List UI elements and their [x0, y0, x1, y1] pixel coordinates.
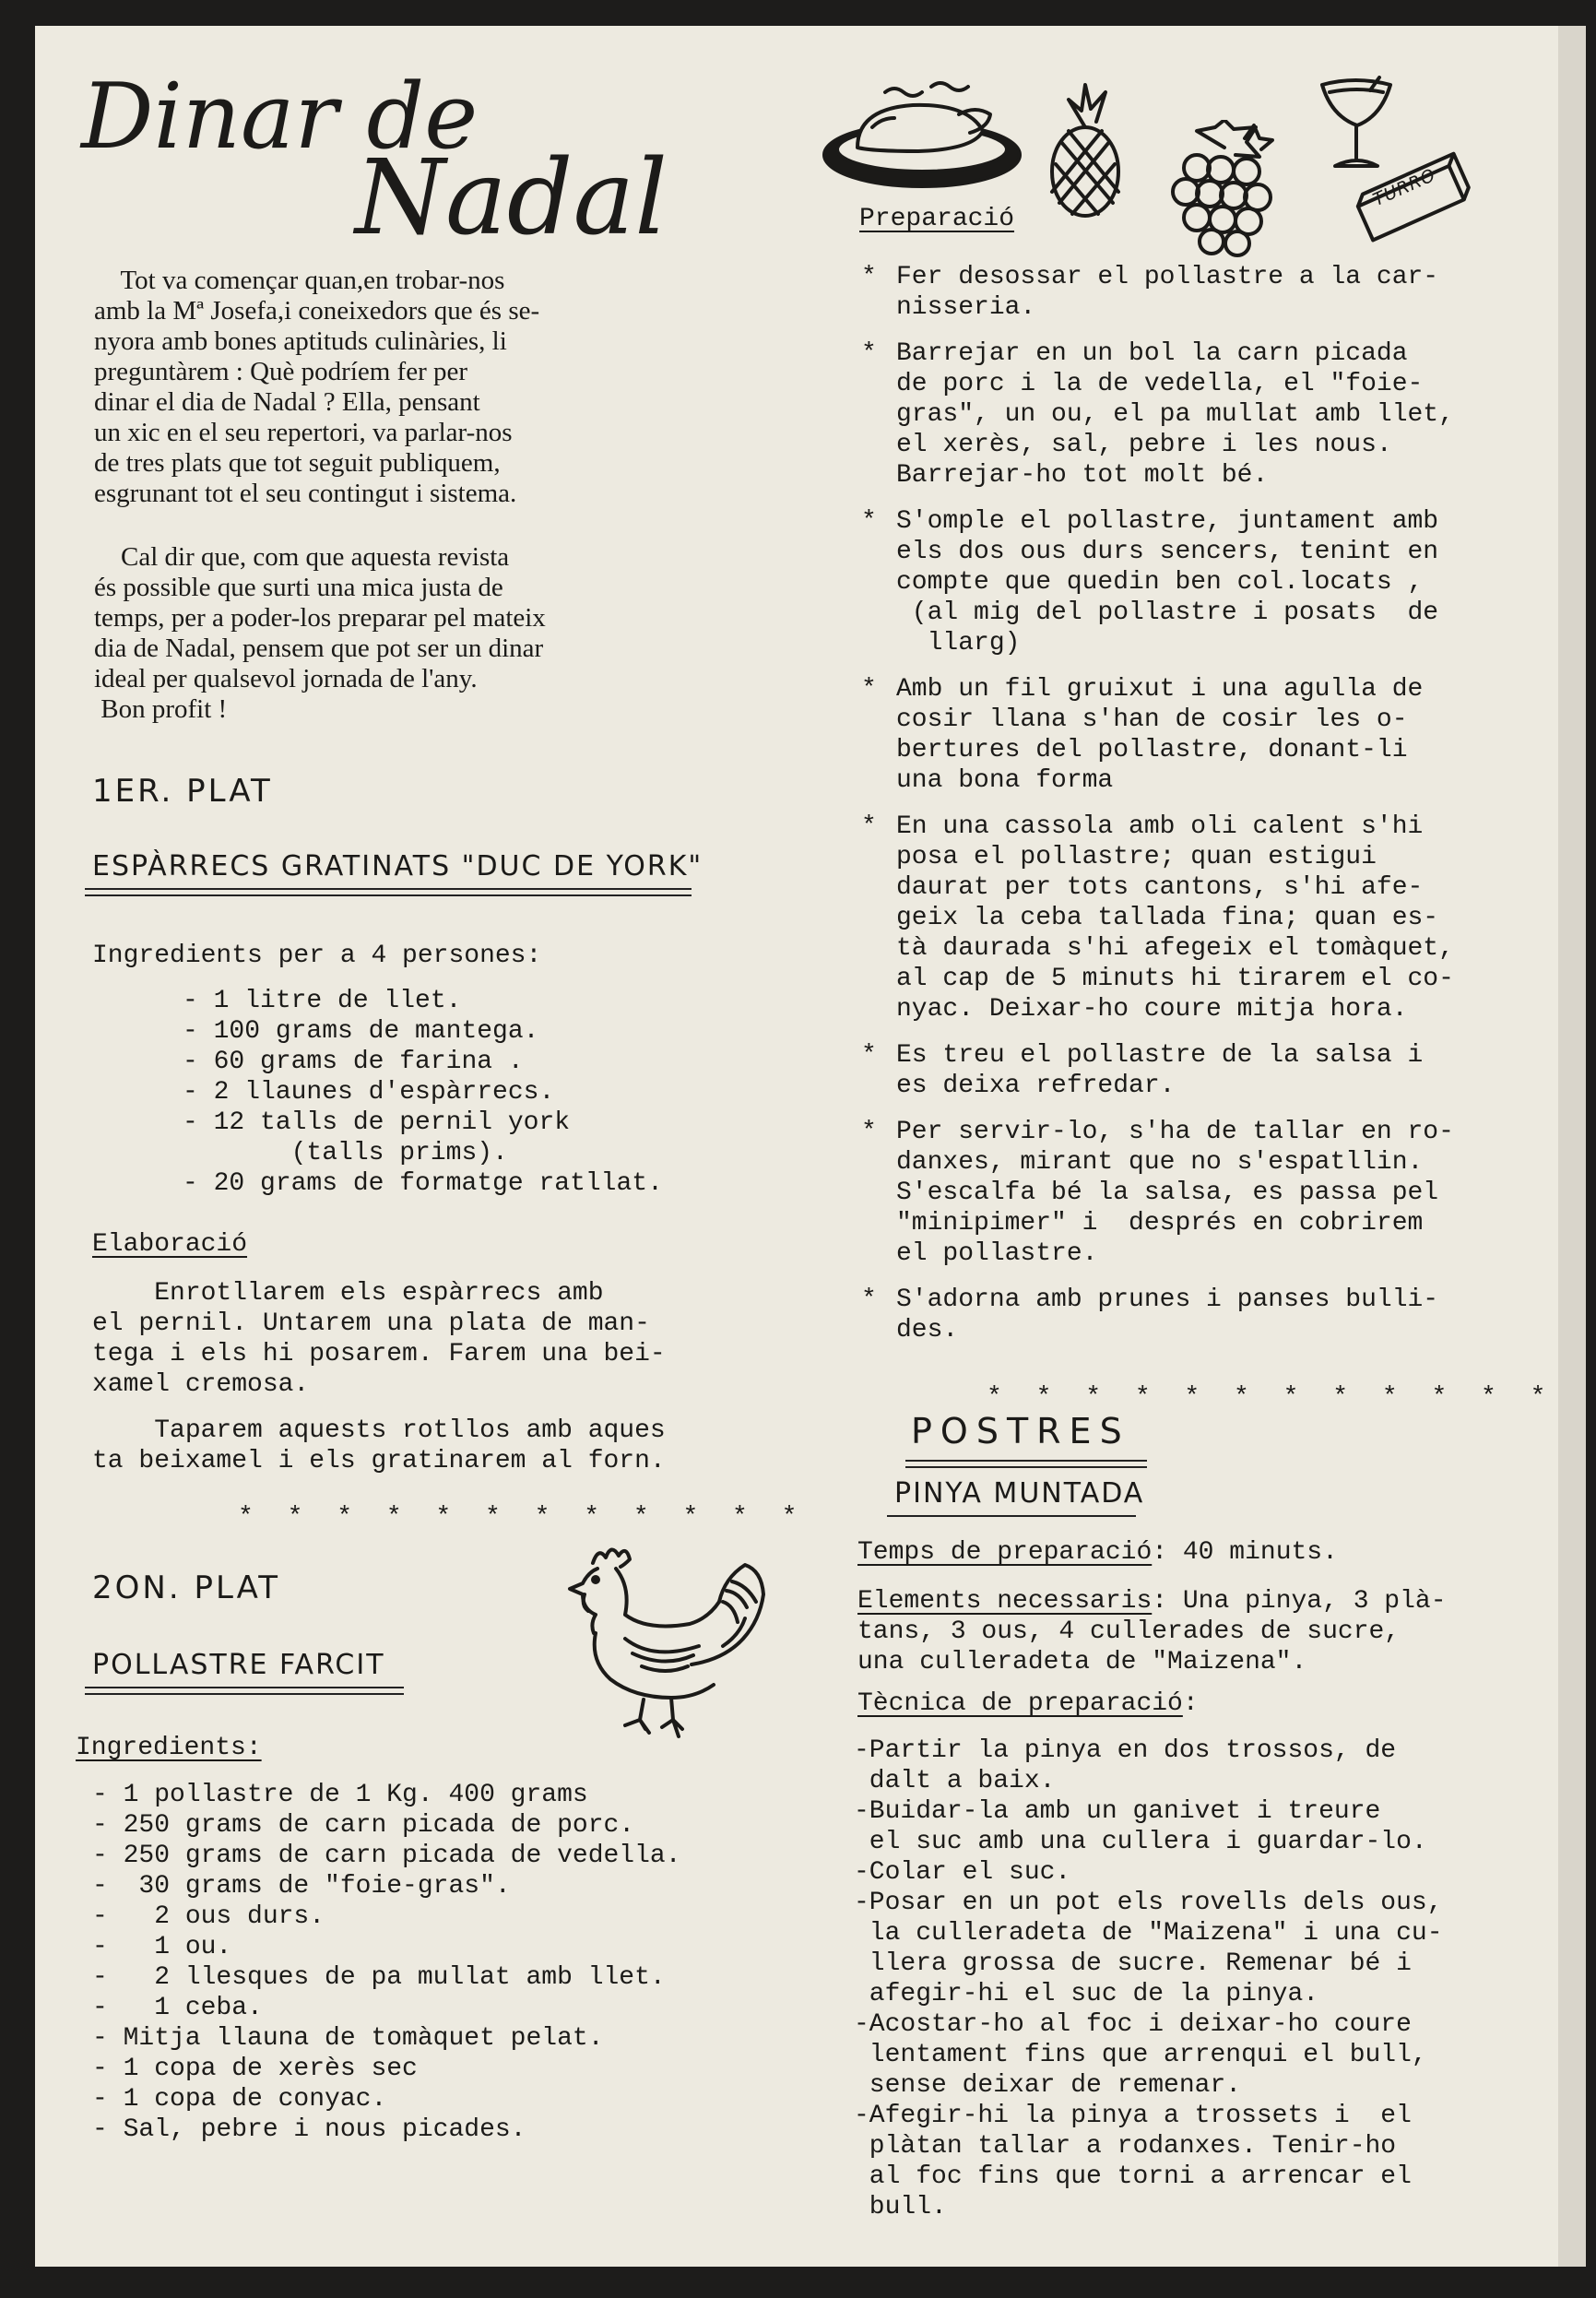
plat2-name-rule-2	[85, 1693, 404, 1695]
postres-tecnica-steps	[854, 1735, 1443, 2222]
temps-label: Temps de preparació	[857, 1538, 1153, 1567]
preparacio-label: Preparació	[859, 205, 1015, 233]
next-page-edge	[1558, 26, 1586, 2267]
plat1-heading: 1ER. PLAT	[92, 773, 273, 810]
plat2-dish-name: POLLASTRE FARCIT	[92, 1649, 385, 1681]
plat1-elaboracio-text-1: Enrotllarem els espàrrecs amb el pernil. Untarem una plata de man- tega i els hi posarem. Farem una bei- xamel cremosa.	[92, 1279, 666, 1399]
ingredient-item: - 1 copa de conyac.	[92, 2085, 387, 2114]
elements-value: : Una pinya, 3 plà- tans, 3 ous, 4 cullerades de sucre, una culleradeta de "Maizena".	[857, 1587, 1447, 1676]
tecnica-step: -Partir la pinya en dos trossos, de dalt a baix.	[854, 1736, 1397, 1795]
plat1-ingredients-label: Ingredients per a 4 persones:	[92, 942, 542, 970]
ingredient-item: - 1 ceba.	[92, 1994, 263, 2022]
plat1-elaboracio-label: Elaboració	[92, 1230, 248, 1259]
section-divider-stars: * * * * * * * * * * * *	[987, 1383, 1555, 1412]
postres-heading-rule-1	[905, 1460, 1147, 1462]
tecnica-label: Tècnica de preparació	[857, 1689, 1183, 1718]
preparacio-step: * En una cassola amb oli calent s'hi posa el pollastre; quan estigui daurat per tots cantons, s'hi afe- geix la ceba tallada fina; quan es- tà daurada s'hi afegeix el tomàquet, al cap de 5 minuts hi tirarem el co- nyac. Deixar-ho coure mitja hora.	[857, 811, 1454, 1025]
postres-temps	[857, 1538, 1338, 1567]
roast-chicken-icon	[821, 74, 1028, 194]
preparacio-step: * Barrejar en un bol la carn picada de porc i la de vedella, el "foie- gras", un ou, el pa mullat amb llet, el xerès, sal, pebre i les nous. Barrejar-ho tot molt bé.	[857, 338, 1454, 491]
preparacio-step: * Amb un fil gruixut i una agulla de cosir llana s'han de cosir les o- bertures del pollastre, donant-li una bona forma	[857, 674, 1454, 796]
plat2-ingredient-list	[92, 1780, 681, 2145]
section-divider-stars: * * * * * * * * * * * *	[238, 1503, 807, 1532]
plat1-dish-name: ESPÀRRECS GRATINATS "DUC DE YORK"	[92, 850, 703, 882]
plat1-name-rule-1	[85, 888, 692, 890]
ingredient-item: - 2 ous durs.	[92, 1902, 325, 1931]
tecnica-step: -Posar en un pot els rovells dels ous, la culleradeta de "Maizena" i una cu- llera grossa de sucre. Remenar bé i afegir-hi el suc de la pinya.	[854, 1889, 1443, 2008]
ingredient-item: - 60 grams de farina .	[183, 1048, 524, 1076]
ingredient-item: - 2 llesques de pa mullat amb llet.	[92, 1963, 666, 1992]
elements-label: Elements necessaris	[857, 1587, 1153, 1616]
intro-paragraph-1: Tot va començar quan,en trobar-nos amb la Mª Josefa,i coneixedors que és se- nyora amb bones aptituds culinàries, li preguntàrem : Què podríem fer per dinar el dia de Nadal ? Ella, pensant un xic en el seu repertori, va parlar-nos de tres plats que tot seguit publiquem, esgrunant tot el seu contingut i sistema.	[94, 266, 540, 508]
postres-heading: POSTRES	[911, 1411, 1130, 1451]
tecnica-step: -Acostar-ho al foc i deixar-ho coure lentament fins que arrenqui el bull, sense deixar de remenar.	[854, 2010, 1427, 2100]
ingredient-item: - 250 grams de carn picada de vedella.	[92, 1842, 681, 1870]
postres-dish-name: PINYA MUNTADA	[894, 1477, 1145, 1510]
plat1-name-rule-2	[85, 894, 692, 896]
plat1-elaboracio-text-2: Taparem aquests rotllos amb aques ta beixamel i els gratinarem al forn.	[92, 1416, 666, 1475]
ingredient-item: - Mitja llauna de tomàquet pelat.	[92, 2024, 604, 2053]
ingredient-item: - 1 copa de xerès sec	[92, 2055, 418, 2083]
temps-value: : 40 minuts.	[1152, 1538, 1338, 1567]
preparacio-step: * Per servir-lo, s'ha de tallar en ro- danxes, mirant que no s'espatllin. S'escalfa bé la salsa, es passa pel "minipimer" i després en cobrirem el pollastre.	[857, 1117, 1454, 1269]
tecnica-step: -Buidar-la amb un ganivet i treure el suc amb una cullera i guardar-lo.	[854, 1797, 1427, 1856]
ingredient-item: - 100 grams de mantega.	[183, 1017, 539, 1046]
postres-heading-rule-2	[905, 1466, 1147, 1468]
turron-bar-icon	[1351, 149, 1471, 251]
rooster-icon	[561, 1535, 773, 1743]
intro-paragraph-2: Cal dir que, com que aquesta revista és possible que surti una mica justa de temps, per a poder-los preparar pel mateix dia de Nadal, pensem que pot ser un dinar ideal per qualsevol jornada de l'any. Bon profit !	[94, 542, 546, 724]
tecnica-step: -Afegir-hi la pinya a trossets i el plàtan tallar a rodanxes. Tenir-ho al foc fins que torni a arrencar el bull.	[854, 2102, 1412, 2221]
title-part2: Nadal	[355, 138, 668, 258]
grapes-icon	[1160, 120, 1289, 258]
plat1-ingredient-list	[183, 986, 663, 1199]
ingredient-item: - Sal, pebre i nous picades.	[92, 2115, 526, 2144]
ingredient-item: - 2 llaunes d'espàrrecs.	[183, 1078, 555, 1107]
turron-label: TURRO	[1370, 164, 1439, 211]
plat2-name-rule-1	[85, 1687, 404, 1688]
preparacio-step: * S'adorna amb prunes i panses bulli- des.	[857, 1285, 1454, 1345]
preparacio-step: * Fer desossar el pollastre a la car- nisseria.	[857, 262, 1454, 323]
ingredient-item: - 12 talls de pernil york (talls prims).	[183, 1108, 571, 1167]
postres-elements	[857, 1586, 1447, 1677]
ingredient-item: - 20 grams de formatge ratllat.	[183, 1169, 663, 1198]
preparacio-steps	[857, 262, 1454, 1361]
preparacio-step: * Es treu el pollastre de la salsa i es deixa refredar.	[857, 1040, 1454, 1101]
tecnica-step: -Colar el suc.	[854, 1858, 1071, 1887]
pineapple-icon	[1037, 81, 1134, 219]
preparacio-step: * S'omple el pollastre, juntament amb els dos ous durs sencers, tenint en compte que quedin ben col.locats , (al mig del pollastre i posats de llarg)	[857, 506, 1454, 658]
plat2-heading: 2ON. PLAT	[92, 1570, 281, 1606]
ingredient-item: - 1 litre de llet.	[183, 987, 462, 1015]
plat2-ingredients-label: Ingredients:	[76, 1734, 262, 1762]
ingredient-item: - 250 grams de carn picada de porc.	[92, 1811, 635, 1840]
ingredient-item: - 1 pollastre de 1 Kg. 400 grams	[92, 1781, 588, 1809]
tecnica-colon: :	[1182, 1689, 1199, 1718]
postres-name-rule	[887, 1515, 1136, 1517]
postres-tecnica-label	[857, 1689, 1199, 1718]
ingredient-item: - 1 ou.	[92, 1933, 232, 1961]
title-part1: Dinar de	[81, 65, 479, 170]
ingredient-item: - 30 grams de "foie-gras".	[92, 1872, 511, 1901]
